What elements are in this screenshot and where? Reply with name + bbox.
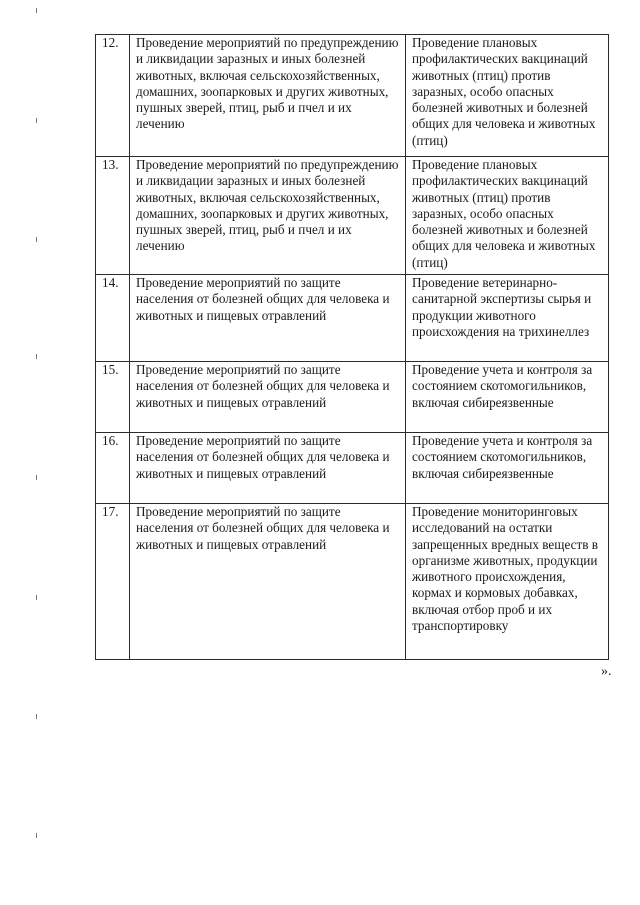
description-cell: Проведение плановых профилактических вакцинаций животных (птиц) против заразных, особо опасных болезней животных и болезней общих для человека и животных (птиц)	[406, 35, 609, 157]
scan-mark	[36, 595, 37, 600]
table-row	[96, 504, 609, 660]
table-row	[96, 433, 609, 504]
scan-mark	[36, 833, 37, 838]
row-number: 13.	[96, 157, 130, 275]
row-number: 12.	[96, 35, 130, 157]
description-cell: Проведение плановых профилактических вакцинаций животных (птиц) против заразных, особо опасных болезней животных и болезней общих для человека и животных (птиц)	[406, 157, 609, 275]
row-number: 14.	[96, 275, 130, 362]
scan-mark	[36, 714, 37, 719]
activity-cell: Проведение мероприятий по защите населения от болезней общих для человека и животных и пищевых отравлений	[130, 433, 406, 504]
scan-mark	[36, 354, 37, 359]
scan-mark	[36, 118, 37, 123]
table-row	[96, 362, 609, 433]
scan-mark	[36, 475, 37, 480]
activity-cell: Проведение мероприятий по предупреждению и ликвидации заразных и иных болезней животных, включая сельскохозяйственных, домашних, зоопарковых и других животных, пушных зверей, птиц, рыб и пчел и их лечению	[130, 157, 406, 275]
activity-cell: Проведение мероприятий по защите населения от болезней общих для человека и животных и пищевых отравлений	[130, 362, 406, 433]
row-number: 17.	[96, 504, 130, 660]
activities-table	[95, 34, 609, 660]
description-cell: Проведение мониторинговых исследований на остатки запрещенных вредных веществ в организме животных, продукции животного происхождения, кормах и кормовых добавках, включая отбор проб и их транспортировку	[406, 504, 609, 660]
table-row	[96, 157, 609, 275]
description-cell: Проведение учета и контроля за состоянием скотомогильников, включая сибиреязвенные	[406, 433, 609, 504]
activity-cell: Проведение мероприятий по защите населения от болезней общих для человека и животных и пищевых отравлений	[130, 275, 406, 362]
closing-quote: ».	[601, 664, 612, 679]
description-cell: Проведение учета и контроля за состоянием скотомогильников, включая сибиреязвенные	[406, 362, 609, 433]
table-row	[96, 275, 609, 362]
row-number: 15.	[96, 362, 130, 433]
scan-mark	[36, 237, 37, 242]
activity-cell: Проведение мероприятий по предупреждению и ликвидации заразных и иных болезней животных, включая сельскохозяйственных, домашних, зоопарковых и других животных, пушных зверей, птиц, рыб и пчел и их лечению	[130, 35, 406, 157]
description-cell: Проведение ветеринарно-санитарной экспертизы сырья и продукции животного происхождения на трихинеллез	[406, 275, 609, 362]
table-row	[96, 35, 609, 157]
row-number: 16.	[96, 433, 130, 504]
scan-mark	[36, 8, 37, 13]
activity-cell: Проведение мероприятий по защите населения от болезней общих для человека и животных и пищевых отравлений	[130, 504, 406, 660]
